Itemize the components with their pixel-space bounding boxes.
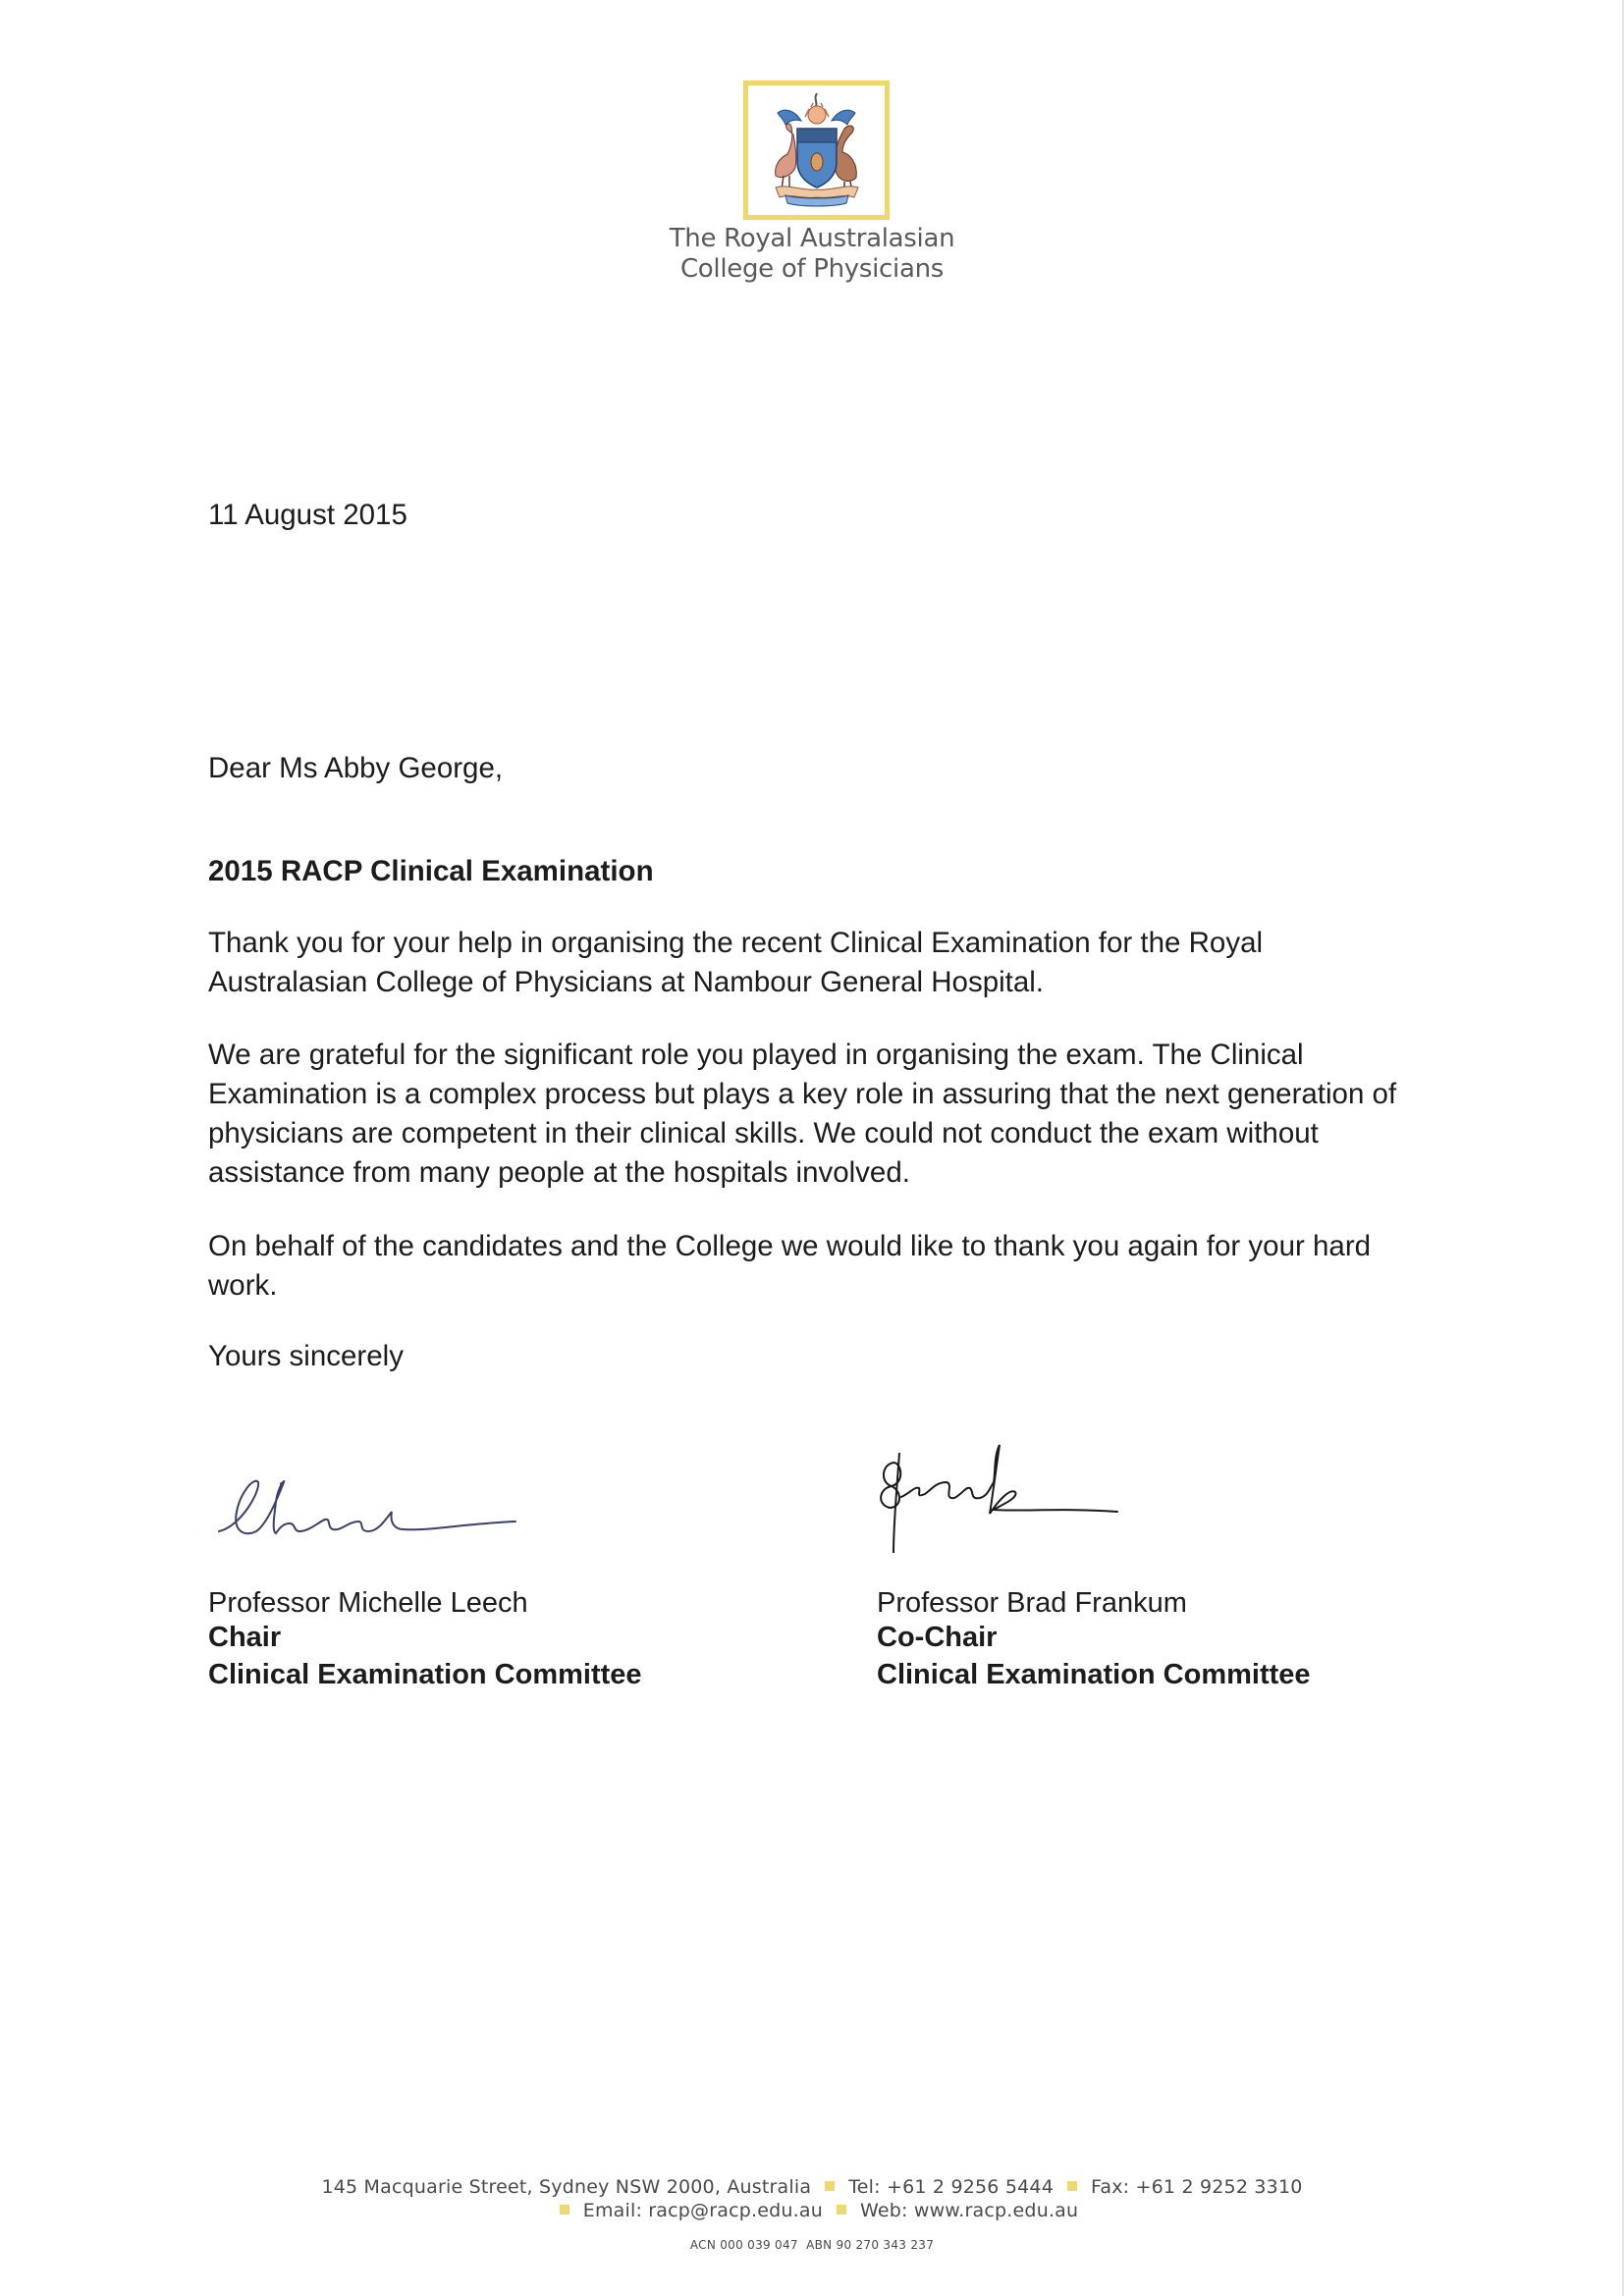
bullet-icon <box>825 2181 835 2191</box>
footer-web: Web: www.racp.edu.au <box>859 2200 1079 2221</box>
footer-registration <box>0 2237 1624 2253</box>
bullet-icon <box>837 2205 846 2215</box>
footer-fax: Fax: +61 2 9252 3310 <box>1091 2176 1303 2198</box>
signature-frankum <box>872 1443 1127 1566</box>
handwritten-signature-icon <box>211 1472 545 1551</box>
signatory-role: Co-Chair <box>877 1622 998 1653</box>
paragraph-line: Thank you for your help in organising the recent Clinical Examination for the Royal <box>208 927 1264 959</box>
signatory-role: Chair <box>208 1622 282 1653</box>
organisation-name <box>0 224 1624 285</box>
paragraph-line: work. <box>208 1269 278 1302</box>
footer-address: 145 Macquarie Street, Sydney NSW 2000, Australia <box>321 2176 812 2198</box>
body-paragraph-2 <box>208 1036 1396 1193</box>
paragraph-line: physicians are competent in their clinical skills. We could not conduct the exam without <box>208 1117 1319 1149</box>
organisation-name-line1: The Royal Australasian <box>669 224 955 253</box>
footer-contact-line-2 <box>0 2199 1624 2222</box>
footer-tel: Tel: +61 2 9256 5444 <box>848 2176 1054 2198</box>
signatory-name: Professor Michelle Leech <box>208 1587 528 1619</box>
signatory-block-2 <box>877 1586 1311 1694</box>
paragraph-line: Australasian College of Physicians at Nambour General Hospital. <box>208 966 1045 998</box>
signatory-committee: Clinical Examination Committee <box>877 1659 1311 1690</box>
paragraph-line: Examination is a complex process but plays a key role in assuring that the next generation of <box>208 1078 1397 1110</box>
signature-leech <box>211 1472 545 1551</box>
salutation: Dear Ms Abby George, <box>208 752 504 784</box>
signatory-name: Professor Brad Frankum <box>877 1587 1187 1619</box>
footer-contact-line-1 <box>0 2175 1624 2199</box>
signatory-committee: Clinical Examination Committee <box>208 1659 642 1690</box>
paragraph-line: assistance from many people at the hospitals involved. <box>208 1156 910 1189</box>
bullet-icon <box>1067 2181 1077 2191</box>
footer-acn-abn: ACN 000 039 047 ABN 90 270 343 237 <box>689 2238 935 2252</box>
paragraph-line: We are grateful for the significant role you played in organising the exam. The Clinical <box>208 1039 1304 1071</box>
college-crest-logo <box>743 80 890 220</box>
letter-date: 11 August 2015 <box>208 499 407 531</box>
signatory-block-1 <box>208 1586 642 1694</box>
closing: Yours sincerely <box>208 1340 404 1372</box>
footer-email: Email: racp@racp.edu.au <box>582 2200 823 2221</box>
organisation-name-line2: College of Physicians <box>679 254 945 284</box>
paragraph-line: On behalf of the candidates and the College we would like to thank you again for your hard <box>208 1230 1372 1262</box>
bullet-icon <box>560 2205 569 2215</box>
handwritten-signature-icon <box>872 1443 1127 1566</box>
subject-heading: 2015 RACP Clinical Examination <box>208 855 654 887</box>
coat-of-arms-icon <box>748 85 885 215</box>
body-paragraph-3 <box>208 1227 1371 1306</box>
body-paragraph-1 <box>208 924 1263 1002</box>
